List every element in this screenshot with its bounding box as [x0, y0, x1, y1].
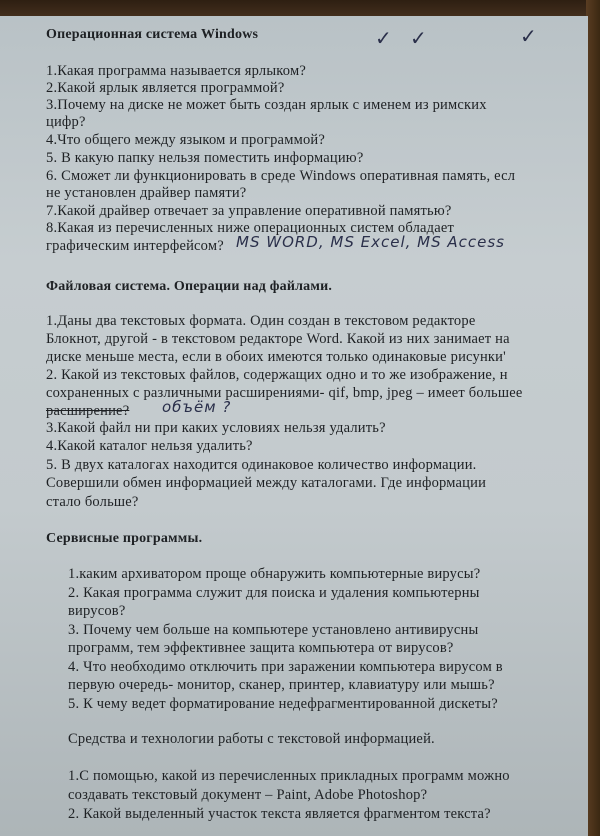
- section-title-text-tools: Средства и технологии работы с текстовой информацией.: [68, 731, 435, 747]
- question-line: создавать текстовый документ – Paint, Adobe Photoshop?: [68, 787, 428, 803]
- question-line: Блокнот, другой - в текстовом редакторе Word. Какой из них занимает на: [46, 331, 510, 347]
- question-line: диске меньше места, если в обоих имеются только одинаковые рисунки': [46, 349, 506, 365]
- question-line: 8.Какая из перечисленных ниже операционных систем обладает: [46, 220, 455, 236]
- question-line: 2. Какой выделенный участок текста является фрагментом текста?: [68, 806, 491, 822]
- question-line: 1.Какая программа называется ярлыком?: [46, 63, 306, 79]
- question-line: 2.Какой ярлык является программой?: [46, 80, 285, 96]
- handwritten-answer: MS WORD, MS Excel, MS Access: [236, 233, 505, 251]
- question-line: 5. В двух каталогах находится одинаковое количество информации.: [46, 457, 477, 473]
- question-line: цифр?: [46, 114, 86, 130]
- question-line: 1.С помощью, какой из перечисленных прикладных программ можно: [68, 768, 510, 784]
- question-line: 6. Сможет ли функционировать в среде Windows оперативная память, есл: [46, 168, 516, 184]
- question-line: 7.Какой драйвер отвечает за управление оперативной памятью?: [46, 203, 452, 219]
- section-title-service-programs: Сервисные программы.: [46, 531, 203, 546]
- checkmark-icon: ✓: [520, 24, 537, 48]
- question-line: Совершили обмен информацией между каталогами. Где информации: [46, 475, 487, 491]
- section-title-filesystem: Файловая система. Операции над файлами.: [46, 279, 333, 294]
- worksheet-page: [0, 16, 588, 836]
- checkmark-icon: ✓: [375, 26, 392, 50]
- question-line: 4.Какой каталог нельзя удалить?: [46, 438, 253, 454]
- question-line: стало больше?: [46, 494, 139, 510]
- question-line: 3. Почему чем больше на компьютере установлено антивирусны: [68, 622, 479, 638]
- question-line: 4.Что общего между языком и программой?: [46, 132, 325, 148]
- question-line: 2. Какой из текстовых файлов, содержащих одно и то же изображение, н: [46, 367, 508, 383]
- question-line: 1.каким архиватором проще обнаружить компьютерные вирусы?: [68, 566, 481, 582]
- question-line: вирусов?: [68, 603, 126, 619]
- question-line: не установлен драйвер памяти?: [46, 185, 247, 201]
- question-line: 4. Что необходимо отключить при заражении компьютера вирусом в: [68, 659, 503, 675]
- question-line: 3.Какой файл ни при каких условиях нельзя удалить?: [46, 420, 386, 436]
- section-title-windows: Операционная система Windows: [46, 27, 259, 42]
- question-line: 3.Почему на диске не может быть создан ярлык с именем из римских: [46, 97, 487, 113]
- handwritten-correction: объём ?: [162, 398, 232, 416]
- question-line: 5. К чему ведет форматирование недефрагментированной дискеты?: [68, 696, 498, 712]
- question-line: графическим интерфейсом?: [46, 238, 224, 254]
- question-line: первую очередь- монитор, сканер, принтер, клавиатуру или мышь?: [68, 677, 495, 693]
- checkmark-icon: ✓: [410, 26, 427, 50]
- question-line: программ, тем эффективнее защита компьютера от вирусов?: [68, 640, 454, 656]
- question-line: 5. В какую папку нельзя поместить информацию?: [46, 150, 364, 166]
- question-line: 1.Даны два текстовых формата. Один создан в текстовом редакторе: [46, 313, 476, 329]
- struck-text: расширение?: [46, 403, 130, 419]
- question-line: 2. Какая программа служит для поиска и удаления компьютерны: [68, 585, 480, 601]
- desk-background-right: [586, 0, 600, 836]
- question-line: сохраненных с различными расширениями- qif, bmp, jpeg – имеет большее: [46, 385, 523, 401]
